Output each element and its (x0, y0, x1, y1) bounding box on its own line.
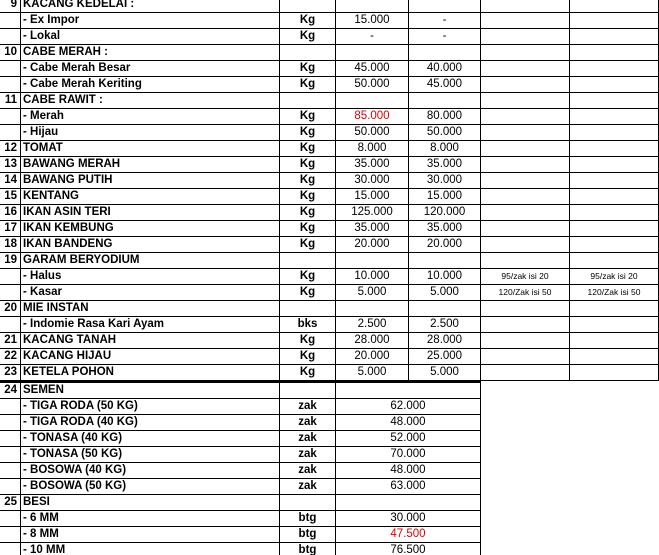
cell-note-2[interactable] (570, 349, 659, 365)
table-row (0, 381, 659, 399)
cell-note-2[interactable] (570, 221, 659, 237)
table-row (0, 447, 659, 463)
cell-note-1[interactable] (481, 109, 570, 125)
cell-number[interactable]: 22 (0, 349, 21, 365)
cell-unit[interactable] (280, 45, 336, 61)
cell-item-name[interactable]: - Lokal (21, 29, 280, 45)
cell-price-1[interactable] (336, 301, 409, 317)
cell-price-2[interactable] (409, 0, 481, 13)
cell-number[interactable]: 10 (0, 45, 21, 61)
table-row (0, 221, 659, 237)
cell-number[interactable]: 17 (0, 221, 21, 237)
cell-unit[interactable]: Kg (280, 13, 336, 29)
table-row (0, 463, 659, 479)
cell-item-name[interactable]: - Cabe Merah Keriting (21, 77, 280, 93)
table-row (0, 431, 659, 447)
cell-price-2[interactable]: 35.000 (409, 221, 481, 237)
cell-unit[interactable]: Kg (280, 173, 336, 189)
cell-price-2[interactable]: 5.000 (409, 365, 481, 381)
cell-price-2[interactable]: 25.000 (409, 349, 481, 365)
cell-price-2[interactable]: - (409, 29, 481, 45)
cell-note-2[interactable] (570, 253, 659, 269)
cell-note-1[interactable] (481, 221, 570, 237)
cell-price-2[interactable]: 2.500 (409, 317, 481, 333)
cell-price-1[interactable]: 5.000 (336, 285, 409, 301)
cell-number[interactable] (0, 527, 21, 543)
cell-price-1[interactable]: 85.000 (336, 109, 409, 125)
cell-price[interactable] (336, 495, 481, 511)
table-row (0, 93, 659, 109)
cell-price-2[interactable]: 5.000 (409, 285, 481, 301)
cell-note-2[interactable] (570, 125, 659, 141)
cell-price-2[interactable] (409, 253, 481, 269)
cell-unit[interactable]: Kg (280, 221, 336, 237)
cell-unit[interactable]: Kg (280, 349, 336, 365)
table-row (0, 189, 659, 205)
cell-item-name[interactable]: BESI (21, 495, 280, 511)
cell-number[interactable] (0, 399, 21, 415)
cell-note-1[interactable] (481, 77, 570, 93)
table-row (0, 253, 659, 269)
cell-unit[interactable]: Kg (280, 269, 336, 285)
table-row (0, 301, 659, 317)
cell-number[interactable] (0, 479, 21, 495)
cell-unit[interactable] (280, 0, 336, 13)
cell-number[interactable]: 23 (0, 365, 21, 381)
cell-item-name[interactable]: - TIGA RODA (40 KG) (21, 415, 280, 431)
cell-item-name[interactable]: IKAN BANDENG (21, 237, 280, 253)
cell-number[interactable]: 19 (0, 253, 21, 269)
table-row (0, 125, 659, 141)
cell-note-1[interactable] (481, 205, 570, 221)
cell-item-name[interactable]: IKAN ASIN TERI (21, 205, 280, 221)
cell-item-name[interactable]: CABE MERAH : (21, 45, 280, 61)
cell-price[interactable] (336, 381, 481, 399)
table-row (0, 77, 659, 93)
cell-unit[interactable] (280, 495, 336, 511)
cell-number[interactable]: 18 (0, 237, 21, 253)
cell-note-1[interactable] (481, 141, 570, 157)
cell-item-name[interactable]: MIE INSTAN (21, 301, 280, 317)
cell-number[interactable]: 12 (0, 141, 21, 157)
cell-price-2[interactable]: 15.000 (409, 189, 481, 205)
cell-number[interactable] (0, 285, 21, 301)
cell-price-1[interactable]: - (336, 29, 409, 45)
cell-note-2[interactable] (570, 109, 659, 125)
cell-item-name[interactable]: SEMEN (21, 381, 280, 399)
cell-unit[interactable]: Kg (280, 61, 336, 77)
cell-price-1[interactable]: 35.000 (336, 157, 409, 173)
cell-price[interactable]: 48.000 (336, 463, 481, 479)
cell-number[interactable]: 14 (0, 173, 21, 189)
table-row (0, 511, 659, 527)
cell-number[interactable] (0, 511, 21, 527)
cell-note-1[interactable] (481, 173, 570, 189)
table-row (0, 237, 659, 253)
cell-item-name[interactable]: - BOSOWA (50 KG) (21, 479, 280, 495)
cell-price-1[interactable]: 50.000 (336, 77, 409, 93)
cell-unit[interactable]: Kg (280, 141, 336, 157)
table-row (0, 495, 659, 511)
cell-note-2[interactable] (570, 205, 659, 221)
cell-price-2[interactable] (409, 45, 481, 61)
cell-price-1[interactable]: 2.500 (336, 317, 409, 333)
cell-unit[interactable]: Kg (280, 285, 336, 301)
cell-price-2[interactable]: - (409, 13, 481, 29)
cell-note-2[interactable] (570, 29, 659, 45)
cell-number[interactable] (0, 463, 21, 479)
cell-note-1[interactable] (481, 13, 570, 29)
cell-item-name[interactable]: TOMAT (21, 141, 280, 157)
cell-note-1[interactable] (481, 61, 570, 77)
cell-unit[interactable]: Kg (280, 29, 336, 45)
table-row (0, 543, 659, 555)
cell-unit[interactable]: Kg (280, 189, 336, 205)
cell-item-name[interactable]: - Cabe Merah Besar (21, 61, 280, 77)
cell-note-2[interactable] (570, 301, 659, 317)
cell-note-2[interactable] (570, 45, 659, 61)
cell-note-1[interactable] (481, 333, 570, 349)
cell-price-1[interactable]: 125.000 (336, 205, 409, 221)
table-row (0, 527, 659, 543)
cell-number[interactable]: 21 (0, 333, 21, 349)
cell-number[interactable]: 24 (0, 381, 21, 399)
cell-unit[interactable]: zak (280, 399, 336, 415)
cell-number[interactable] (0, 13, 21, 29)
cell-price[interactable]: 47.500 (336, 527, 481, 543)
cell-item-name[interactable]: KETELA POHON (21, 365, 280, 381)
cell-price-2[interactable]: 35.000 (409, 157, 481, 173)
cell-number[interactable] (0, 415, 21, 431)
cell-price-1[interactable]: 15.000 (336, 13, 409, 29)
cell-price-1[interactable]: 50.000 (336, 125, 409, 141)
cell-price-2[interactable]: 8.000 (409, 141, 481, 157)
cell-price-1[interactable]: 30.000 (336, 173, 409, 189)
cell-note-2[interactable] (570, 365, 659, 381)
table-row (0, 205, 659, 221)
cell-unit[interactable]: zak (280, 447, 336, 463)
cell-number[interactable] (0, 447, 21, 463)
cell-item-name[interactable]: - TIGA RODA (50 KG) (21, 399, 280, 415)
cell-note-2[interactable] (570, 333, 659, 349)
cell-item-name[interactable]: - 10 MM (21, 543, 280, 555)
cell-note-1[interactable] (481, 93, 570, 109)
table-row (0, 61, 659, 77)
cell-item-name[interactable]: IKAN KEMBUNG (21, 221, 280, 237)
cell-number[interactable]: 11 (0, 93, 21, 109)
cell-number[interactable] (0, 543, 21, 555)
cell-item-name[interactable]: - 8 MM (21, 527, 280, 543)
cell-item-name[interactable]: - Kasar (21, 285, 280, 301)
cell-item-name[interactable]: BAWANG MERAH (21, 157, 280, 173)
cell-note-1[interactable] (481, 349, 570, 365)
table-row (0, 109, 659, 125)
cell-unit[interactable]: btg (280, 511, 336, 527)
cell-number[interactable]: 13 (0, 157, 21, 173)
cell-note-2[interactable] (570, 317, 659, 333)
cell-price-1[interactable]: 20.000 (336, 349, 409, 365)
cell-unit[interactable]: btg (280, 527, 336, 543)
table-row (0, 13, 659, 29)
cell-note-1[interactable] (481, 317, 570, 333)
cell-note-1[interactable]: 120/Zak isi 50 (481, 285, 570, 301)
cell-note-1[interactable] (481, 157, 570, 173)
cell-price-1[interactable]: 35.000 (336, 221, 409, 237)
cell-number[interactable]: 15 (0, 189, 21, 205)
table-row (0, 173, 659, 189)
cell-price-2[interactable]: 28.000 (409, 333, 481, 349)
cell-unit[interactable]: bks (280, 317, 336, 333)
table-row (0, 29, 659, 45)
cell-price-2[interactable]: 50.000 (409, 125, 481, 141)
cell-price-1[interactable]: 20.000 (336, 237, 409, 253)
cell-price-1[interactable] (336, 0, 409, 13)
cell-unit[interactable]: Kg (280, 365, 336, 381)
cell-price-2[interactable]: 45.000 (409, 77, 481, 93)
cell-note-1[interactable] (481, 125, 570, 141)
cell-price-2[interactable]: 40.000 (409, 61, 481, 77)
cell-unit[interactable] (280, 93, 336, 109)
cell-price[interactable]: 62.000 (336, 399, 481, 415)
cell-price-1[interactable]: 45.000 (336, 61, 409, 77)
cell-number[interactable]: 25 (0, 495, 21, 511)
cell-item-name[interactable]: - Indomie Rasa Kari Ayam (21, 317, 280, 333)
cell-note-2[interactable] (570, 93, 659, 109)
cell-price-2[interactable] (409, 301, 481, 317)
cell-note-1[interactable]: 95/zak isi 20 (481, 269, 570, 285)
cell-unit[interactable]: Kg (280, 125, 336, 141)
cell-number[interactable]: 9 (0, 0, 21, 13)
cell-price-2[interactable]: 10.000 (409, 269, 481, 285)
cell-price-2[interactable]: 30.000 (409, 173, 481, 189)
cell-number[interactable] (0, 29, 21, 45)
cell-item-name[interactable]: - Ex Impor (21, 13, 280, 29)
cell-unit[interactable]: btg (280, 543, 336, 555)
cell-unit[interactable] (280, 381, 336, 399)
cell-note-1[interactable] (481, 0, 570, 13)
cell-unit[interactable]: zak (280, 479, 336, 495)
cell-item-name[interactable]: BAWANG PUTIH (21, 173, 280, 189)
table-row (0, 45, 659, 61)
cell-note-2[interactable] (570, 141, 659, 157)
cell-note-1[interactable] (481, 29, 570, 45)
cell-note-2[interactable] (570, 0, 659, 13)
table-row (0, 399, 659, 415)
cell-unit[interactable]: Kg (280, 237, 336, 253)
cell-unit[interactable]: Kg (280, 77, 336, 93)
cell-number[interactable] (0, 77, 21, 93)
cell-price-1[interactable]: 28.000 (336, 333, 409, 349)
table-row (0, 269, 659, 285)
cell-note-1[interactable] (481, 301, 570, 317)
cell-unit[interactable] (280, 301, 336, 317)
cell-item-name[interactable]: - Hijau (21, 125, 280, 141)
cell-price[interactable]: 48.000 (336, 415, 481, 431)
cell-number[interactable] (0, 125, 21, 141)
cell-price-1[interactable]: 5.000 (336, 365, 409, 381)
cell-item-name[interactable]: - 6 MM (21, 511, 280, 527)
cell-price-1[interactable]: 10.000 (336, 269, 409, 285)
cell-note-2[interactable] (570, 61, 659, 77)
cell-note-1[interactable] (481, 189, 570, 205)
table-row (0, 333, 659, 349)
cell-item-name[interactable]: - Halus (21, 269, 280, 285)
cell-item-name[interactable]: KACANG TANAH (21, 333, 280, 349)
cell-item-name[interactable]: - Merah (21, 109, 280, 125)
cell-number[interactable] (0, 317, 21, 333)
cell-number[interactable] (0, 109, 21, 125)
cell-item-name[interactable]: - TONASA (40 KG) (21, 431, 280, 447)
cell-price-2[interactable]: 80.000 (409, 109, 481, 125)
cell-price-1[interactable] (336, 253, 409, 269)
cell-note-2[interactable] (570, 189, 659, 205)
cell-item-name[interactable]: KACANG KEDELAI : (21, 0, 280, 13)
cell-item-name[interactable]: GARAM BERYODIUM (21, 253, 280, 269)
cell-note-1[interactable] (481, 253, 570, 269)
cell-price[interactable]: 52.000 (336, 431, 481, 447)
cell-price-1[interactable]: 15.000 (336, 189, 409, 205)
table-row (0, 365, 659, 381)
table-row (0, 479, 659, 495)
cell-item-name[interactable]: - BOSOWA (40 KG) (21, 463, 280, 479)
cell-number[interactable]: 16 (0, 205, 21, 221)
cell-note-2[interactable] (570, 77, 659, 93)
cell-number[interactable] (0, 61, 21, 77)
cell-number[interactable] (0, 431, 21, 447)
cell-note-1[interactable] (481, 365, 570, 381)
cell-price-2[interactable] (409, 93, 481, 109)
cell-note-1[interactable] (481, 45, 570, 61)
cell-item-name[interactable]: - TONASA (50 KG) (21, 447, 280, 463)
cell-unit[interactable]: Kg (280, 333, 336, 349)
table-row (0, 157, 659, 173)
table-row (0, 141, 659, 157)
cell-price[interactable]: 30.000 (336, 511, 481, 527)
cell-note-2[interactable]: 120/Zak isi 50 (570, 285, 659, 301)
cell-price-1[interactable] (336, 93, 409, 109)
cell-unit[interactable]: Kg (280, 157, 336, 173)
cell-unit[interactable] (280, 253, 336, 269)
cell-unit[interactable]: zak (280, 463, 336, 479)
table-row (0, 415, 659, 431)
cell-price-1[interactable] (336, 45, 409, 61)
cell-note-2[interactable]: 95/zak isi 20 (570, 269, 659, 285)
table-row (0, 285, 659, 301)
cell-price[interactable]: 70.000 (336, 447, 481, 463)
table-row (0, 317, 659, 333)
cell-item-name[interactable]: KACANG HIJAU (21, 349, 280, 365)
cell-price[interactable]: 63.000 (336, 479, 481, 495)
cell-unit[interactable]: Kg (280, 109, 336, 125)
cell-number[interactable]: 20 (0, 301, 21, 317)
table-row (0, 349, 659, 365)
cell-note-2[interactable] (570, 157, 659, 173)
cell-note-2[interactable] (570, 13, 659, 29)
cell-price-2[interactable]: 120.000 (409, 205, 481, 221)
cell-item-name[interactable]: CABE RAWIT : (21, 93, 280, 109)
cell-price-1[interactable]: 8.000 (336, 141, 409, 157)
cell-note-2[interactable] (570, 237, 659, 253)
cell-price[interactable]: 76.500 (336, 543, 481, 555)
cell-unit[interactable]: zak (280, 415, 336, 431)
cell-number[interactable] (0, 269, 21, 285)
table-row (0, 0, 659, 13)
cell-price-2[interactable]: 20.000 (409, 237, 481, 253)
cell-item-name[interactable]: KENTANG (21, 189, 280, 205)
cell-unit[interactable]: Kg (280, 205, 336, 221)
cell-note-2[interactable] (570, 173, 659, 189)
cell-note-1[interactable] (481, 237, 570, 253)
cell-unit[interactable]: zak (280, 431, 336, 447)
